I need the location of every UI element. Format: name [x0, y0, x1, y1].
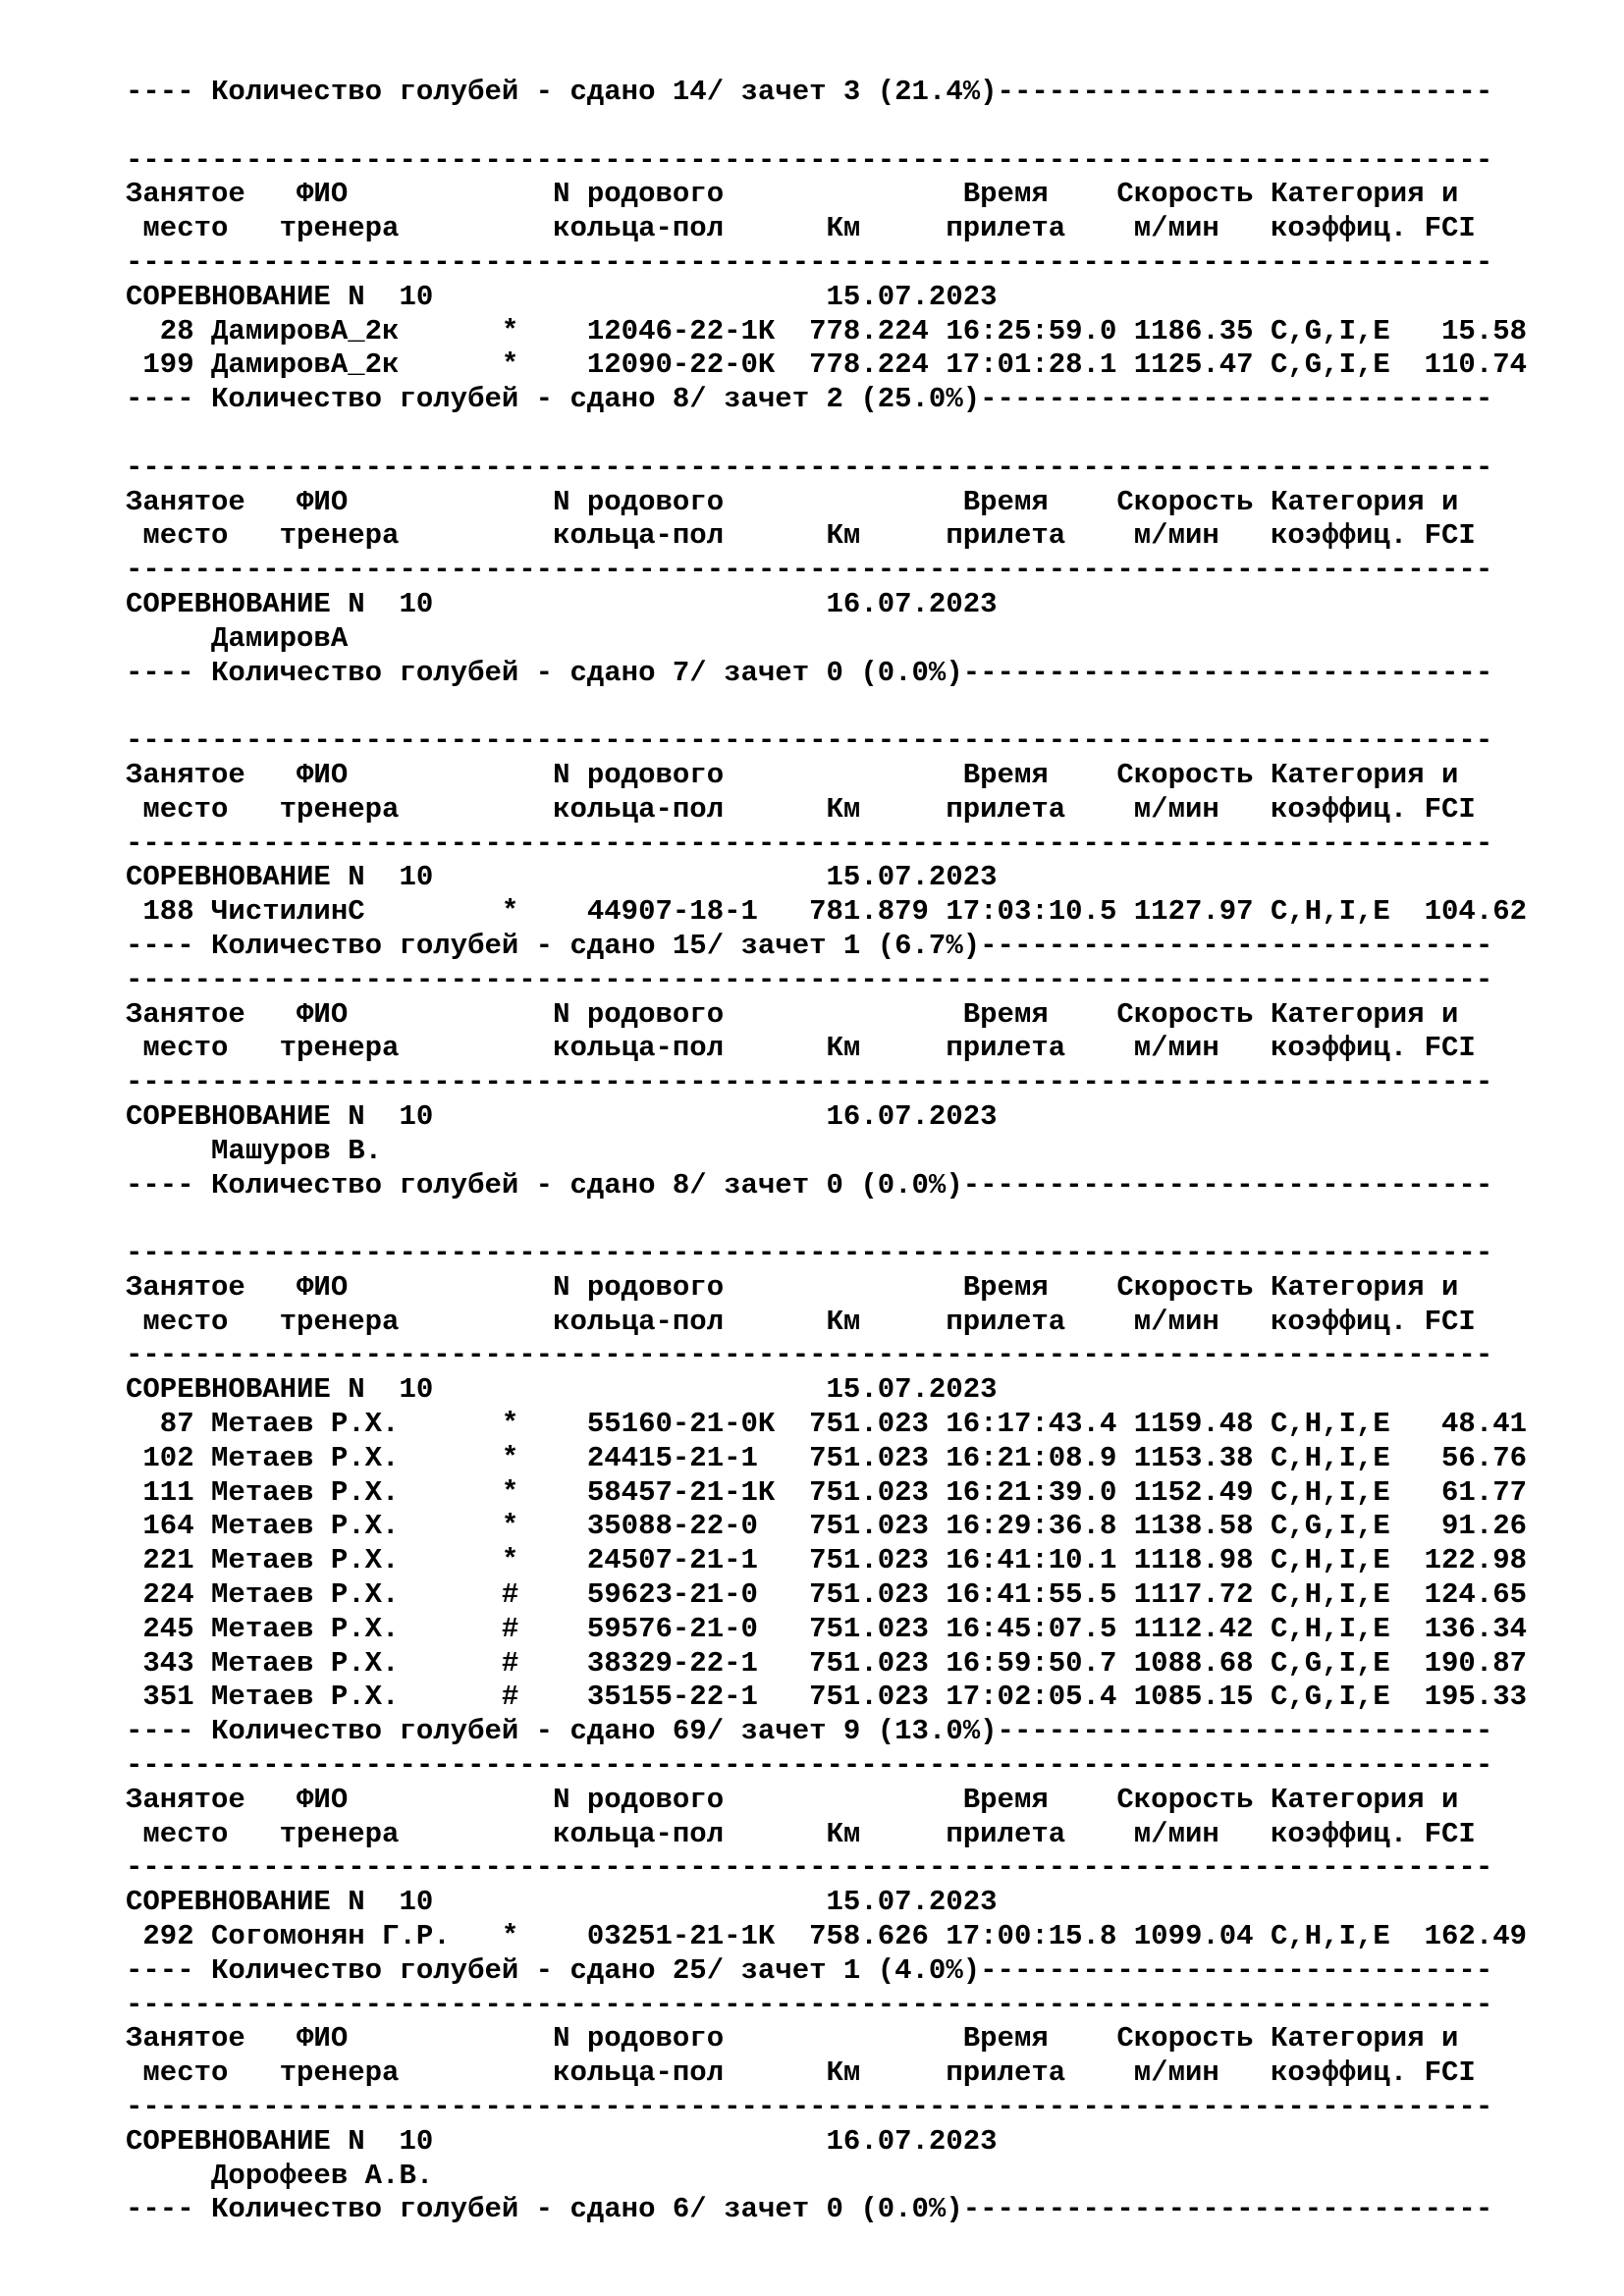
column-header: место тренера кольца-пол Км прилета м/мин коэффиц. FCI — [126, 519, 1476, 553]
competition-header: СОРЕВНОВАНИЕ N 10 16.07.2023 — [126, 2124, 998, 2158]
separator-line: -------------------------------------------------------------------------------- — [126, 143, 1493, 177]
column-header: Занятое ФИО N родового Время Скорость Категория и — [126, 758, 1459, 791]
result-row: 224 Метаев Р.Х. # 59623-21-0 751.023 16:41:55.5 1117.72 C,H,I,E 124.65 — [126, 1578, 1528, 1612]
pigeon-count-summary: ---- Количество голубей - сдано 69/ зачет 9 (13.0%)----------------------------- — [126, 1715, 1493, 1748]
separator-line: -------------------------------------------------------------------------------- — [126, 451, 1493, 484]
fancier-name: ДамировА — [126, 621, 349, 655]
separator-line: -------------------------------------------------------------------------------- — [126, 963, 1493, 996]
result-row: 351 Метаев Р.Х. # 35155-22-1 751.023 17:02:05.4 1085.15 C,G,I,E 195.33 — [126, 1681, 1528, 1714]
pigeon-count-summary: ---- Количество голубей - сдано 6/ зачет 0 (0.0%)------------------------------- — [126, 2193, 1493, 2226]
result-row: 343 Метаев Р.Х. # 38329-22-1 751.023 16:59:50.7 1088.68 C,G,I,E 190.87 — [126, 1646, 1528, 1680]
competition-header: СОРЕВНОВАНИЕ N 10 16.07.2023 — [126, 1099, 998, 1133]
column-header: место тренера кольца-пол Км прилета м/мин коэффиц. FCI — [126, 1817, 1476, 1850]
separator-line: -------------------------------------------------------------------------------- — [126, 1749, 1493, 1783]
result-row: 164 Метаев Р.Х. * 35088-22-0 751.023 16:29:36.8 1138.58 C,G,I,E 91.26 — [126, 1510, 1528, 1543]
separator-line: -------------------------------------------------------------------------------- — [126, 1851, 1493, 1885]
blank-line — [126, 690, 1598, 724]
column-header: Занятое ФИО N родового Время Скорость Категория и — [126, 997, 1459, 1031]
result-row: 102 Метаев Р.Х. * 24415-21-1 751.023 16:21:08.9 1153.38 C,H,I,E 56.76 — [126, 1441, 1528, 1474]
competition-header: СОРЕВНОВАНИЕ N 10 15.07.2023 — [126, 861, 998, 894]
fancier-name: Машуров В. — [126, 1134, 383, 1167]
column-header: Занятое ФИО N родового Время Скорость Категория и — [126, 1783, 1459, 1816]
result-row: 292 Согомонян Г.Р. * 03251-21-1К 758.626 17:00:15.8 1099.04 C,H,I,E 162.49 — [126, 1920, 1528, 1953]
separator-line: -------------------------------------------------------------------------------- — [126, 1066, 1493, 1099]
separator-line: -------------------------------------------------------------------------------- — [126, 554, 1493, 587]
result-row: 221 Метаев Р.Х. * 24507-21-1 751.023 16:41:10.1 1118.98 C,H,I,E 122.98 — [126, 1544, 1528, 1577]
result-row: 188 ЧистилинС * 44907-18-1 781.879 17:03:10.5 1127.97 C,H,I,E 104.62 — [126, 895, 1528, 929]
separator-line: -------------------------------------------------------------------------------- — [126, 1339, 1493, 1372]
blank-line — [126, 110, 1598, 144]
pigeon-count-summary: ---- Количество голубей - сдано 15/ зачет 1 (6.7%)------------------------------ — [126, 929, 1493, 962]
blank-line — [126, 417, 1598, 452]
column-header: Занятое ФИО N родового Время Скорость Категория и — [126, 2022, 1459, 2056]
column-header: Занятое ФИО N родового Время Скорость Категория и — [126, 1270, 1459, 1304]
column-header: место тренера кольца-пол Км прилета м/мин коэффиц. FCI — [126, 1305, 1476, 1338]
competition-header: СОРЕВНОВАНИЕ N 10 15.07.2023 — [126, 1886, 998, 1919]
column-header: место тренера кольца-пол Км прилета м/мин коэффиц. FCI — [126, 792, 1476, 826]
separator-line: -------------------------------------------------------------------------------- — [126, 827, 1493, 860]
result-row: 87 Метаев Р.Х. * 55160-21-0К 751.023 16:17:43.4 1159.48 C,H,I,E 48.41 — [126, 1408, 1528, 1441]
fancier-name: Дорофеев А.В. — [126, 2159, 434, 2192]
pigeon-count-summary: ---- Количество голубей - сдано 8/ зачет 0 (0.0%)------------------------------- — [126, 1168, 1493, 1201]
separator-line: -------------------------------------------------------------------------------- — [126, 724, 1493, 758]
pigeon-count-summary: ---- Количество голубей - сдано 7/ зачет 0 (0.0%)------------------------------- — [126, 656, 1493, 689]
result-row: 28 ДамировА_2к * 12046-22-1К 778.224 16:25:59.0 1186.35 C,G,I,E 15.58 — [126, 314, 1528, 347]
pigeon-count-summary: ---- Количество голубей - сдано 25/ зачет 1 (4.0%)------------------------------ — [126, 1953, 1493, 1987]
separator-line: -------------------------------------------------------------------------------- — [126, 245, 1493, 279]
competition-header: СОРЕВНОВАНИЕ N 10 15.07.2023 — [126, 1373, 998, 1407]
column-header: место тренера кольца-пол Км прилета м/мин коэффиц. FCI — [126, 2056, 1476, 2090]
result-row: 199 ДамировА_2к * 12090-22-0К 778.224 17:01:28.1 1125.47 C,G,I,E 110.74 — [126, 348, 1528, 382]
separator-line: -------------------------------------------------------------------------------- — [126, 1237, 1493, 1270]
pigeon-count-summary: ---- Количество голубей - сдано 8/ зачет 2 (25.0%)------------------------------ — [126, 383, 1493, 416]
column-header: Занятое ФИО N родового Время Скорость Категория и — [126, 178, 1459, 211]
competition-header: СОРЕВНОВАНИЕ N 10 15.07.2023 — [126, 280, 998, 313]
result-row: 111 Метаев Р.Х. * 58457-21-1К 751.023 16:21:39.0 1152.49 C,H,I,E 61.77 — [126, 1475, 1528, 1509]
competition-header: СОРЕВНОВАНИЕ N 10 16.07.2023 — [126, 587, 998, 620]
column-header: Занятое ФИО N родового Время Скорость Категория и — [126, 485, 1459, 518]
separator-line: -------------------------------------------------------------------------------- — [126, 1988, 1493, 2021]
result-row: 245 Метаев Р.Х. # 59576-21-0 751.023 16:45:07.5 1112.42 C,H,I,E 136.34 — [126, 1612, 1528, 1645]
results-printout — [126, 76, 1598, 2227]
column-header: место тренера кольца-пол Км прилета м/мин коэффиц. FCI — [126, 212, 1476, 245]
pigeon-count-summary: ---- Количество голубей - сдано 14/ зачет 3 (21.4%)----------------------------- — [126, 76, 1493, 108]
blank-line — [126, 1202, 1598, 1237]
separator-line: -------------------------------------------------------------------------------- — [126, 2091, 1493, 2124]
column-header: место тренера кольца-пол Км прилета м/мин коэффиц. FCI — [126, 1032, 1476, 1065]
